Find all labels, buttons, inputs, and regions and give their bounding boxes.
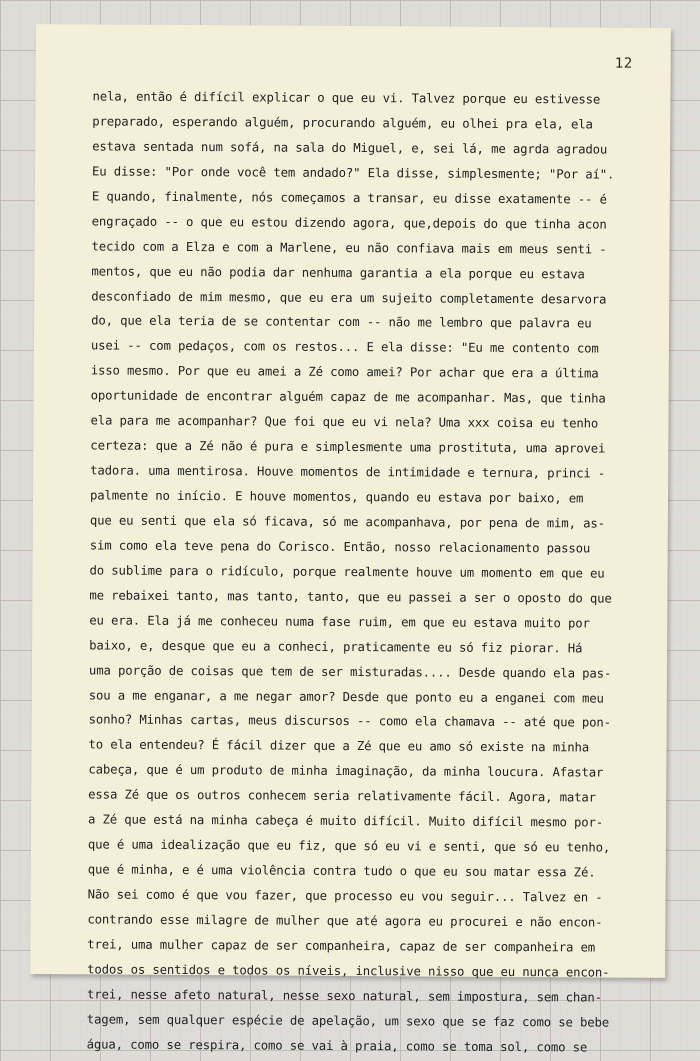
- text-line: usei -- com pedaços, com os restos... E ela disse: "Eu me contento com: [90, 338, 599, 356]
- text-line: mentos, que eu não podia dar nenhuma garantia a ela porque eu estava: [91, 263, 585, 281]
- text-line: que eu senti que ela só ficava, só me acompanhava, por pena de mim, as-: [89, 513, 605, 531]
- typed-text-body: [87, 84, 653, 1060]
- text-line: baixo, e, desque que eu a conheci, praticamente eu só fiz piorar. Há: [89, 638, 583, 656]
- text-line: cabeça, que é um produto de minha imaginação, da minha loucura. Afastar: [88, 762, 604, 780]
- page-number: 12: [614, 55, 633, 72]
- text-line: to ela entendeu? É fácil dizer que a Zé que eu amo só existe na minha: [88, 737, 590, 755]
- text-line: que é minha, e é uma violência contra tudo o que eu sou matar essa Zé.: [87, 862, 596, 880]
- typewritten-page: [30, 24, 671, 1055]
- text-line: tecido com a Elza e com a Marlene, eu não confiava mais em meus senti -: [91, 239, 607, 257]
- text-line: tagem, sem qualquer espécie de apelação, um sexo que se faz como se bebe: [86, 1012, 610, 1030]
- text-line: oportunidade de encontrar alguém capaz de me acompanhar. Mas, que tinha: [90, 388, 606, 406]
- text-line: certeza: que a Zé não é pura e simplesmente uma prostituta, uma aprovei: [90, 438, 606, 456]
- text-line: do sublime para o ridículo, porque realmente houve um momento em que eu: [89, 563, 605, 581]
- text-line: essa Zé que os outros conhecem seria relativamente fácil. Agora, matar: [88, 787, 596, 805]
- text-line: contrando esse milagre de mulher que até agora eu procurei e não encon-: [87, 912, 603, 930]
- text-line: E quando, finalmente, nós começamos a transar, eu disse exatamente -- é: [91, 189, 607, 207]
- text-line: engraçado -- o que eu estou dizendo agora, que,depois do que tinha acon: [91, 214, 607, 232]
- text-line: Não sei como é que vou fazer, que processo eu vou seguir... Talvez en -: [87, 887, 603, 905]
- text-line: estava sentada num sofá, na sala do Miguel, e, sei lá, me agrda agradou: [92, 139, 608, 157]
- text-line: nela, então é difícil explicar o que eu vi. Talvez porque eu estivesse: [92, 89, 601, 107]
- text-line: água, como se respira, como se vai à praia, como se toma sol, como se: [86, 1037, 588, 1055]
- text-line: trei, nesse afeto natural, nesse sexo natural, sem impostura, sem chan-: [86, 987, 603, 1005]
- text-line: uma porção de coisas que tem de ser misturadas.... Desde quando ela pas-: [88, 662, 612, 681]
- text-line: palmente no início. E houve momentos, quando eu estava por baixo, em: [89, 488, 584, 506]
- text-line: ela para me acompanhar? Que foi que eu vi nela? Uma xxx coisa eu tenho: [90, 413, 599, 431]
- text-line: sou a me enganar, a me negar amor? Desde que ponto eu a enganei com meu: [88, 687, 604, 706]
- text-line: isso mesmo. Por que eu amei a Zé como amei? Por achar que era a última: [90, 363, 599, 381]
- text-line: eu era. Ela já me conheceu numa fase ruim, em que eu estava muito por: [89, 613, 590, 631]
- text-line: me rebaixei tanto, mas tanto, tanto, que eu passei a ser o oposto do que: [89, 588, 612, 606]
- text-line: desconfiado de mim mesmo, que eu era um sujeito completamente desarvora: [91, 288, 607, 307]
- text-line: preparado, esperando alguém, procurando alguém, eu olhei pra ela, ela: [92, 114, 593, 132]
- text-line: tadora. uma mentirosa. Houve momentos de intimidade e ternura, princi -: [90, 463, 606, 481]
- text-line: do, que ela teria de se contentar com -- não me lembro que palavra eu: [91, 313, 592, 331]
- text-line: sonho? Minhas cartas, meus discursos -- como ela chamava -- até que pon-: [88, 712, 611, 731]
- text-line: a Zé que está na minha cabeça é muito difícil. Muito difícil mesmo por-: [88, 812, 604, 830]
- text-line: trei, uma mulher capaz de ser companheira, capaz de ser companheira em: [87, 937, 596, 955]
- text-line: Eu disse: "Por onde você tem andado?" Ela disse, simplesmente; "Por aí".: [91, 164, 615, 182]
- text-line: todos os sentidos e todos os níveis, inclusive nisso que eu nunca encon-: [87, 962, 610, 980]
- text-line: que é uma idealização que eu fiz, que só eu vi e senti, que só eu tenho,: [87, 837, 611, 855]
- text-line: sim como ela teve pena do Corisco. Então, nosso relacionamento passou: [89, 538, 591, 556]
